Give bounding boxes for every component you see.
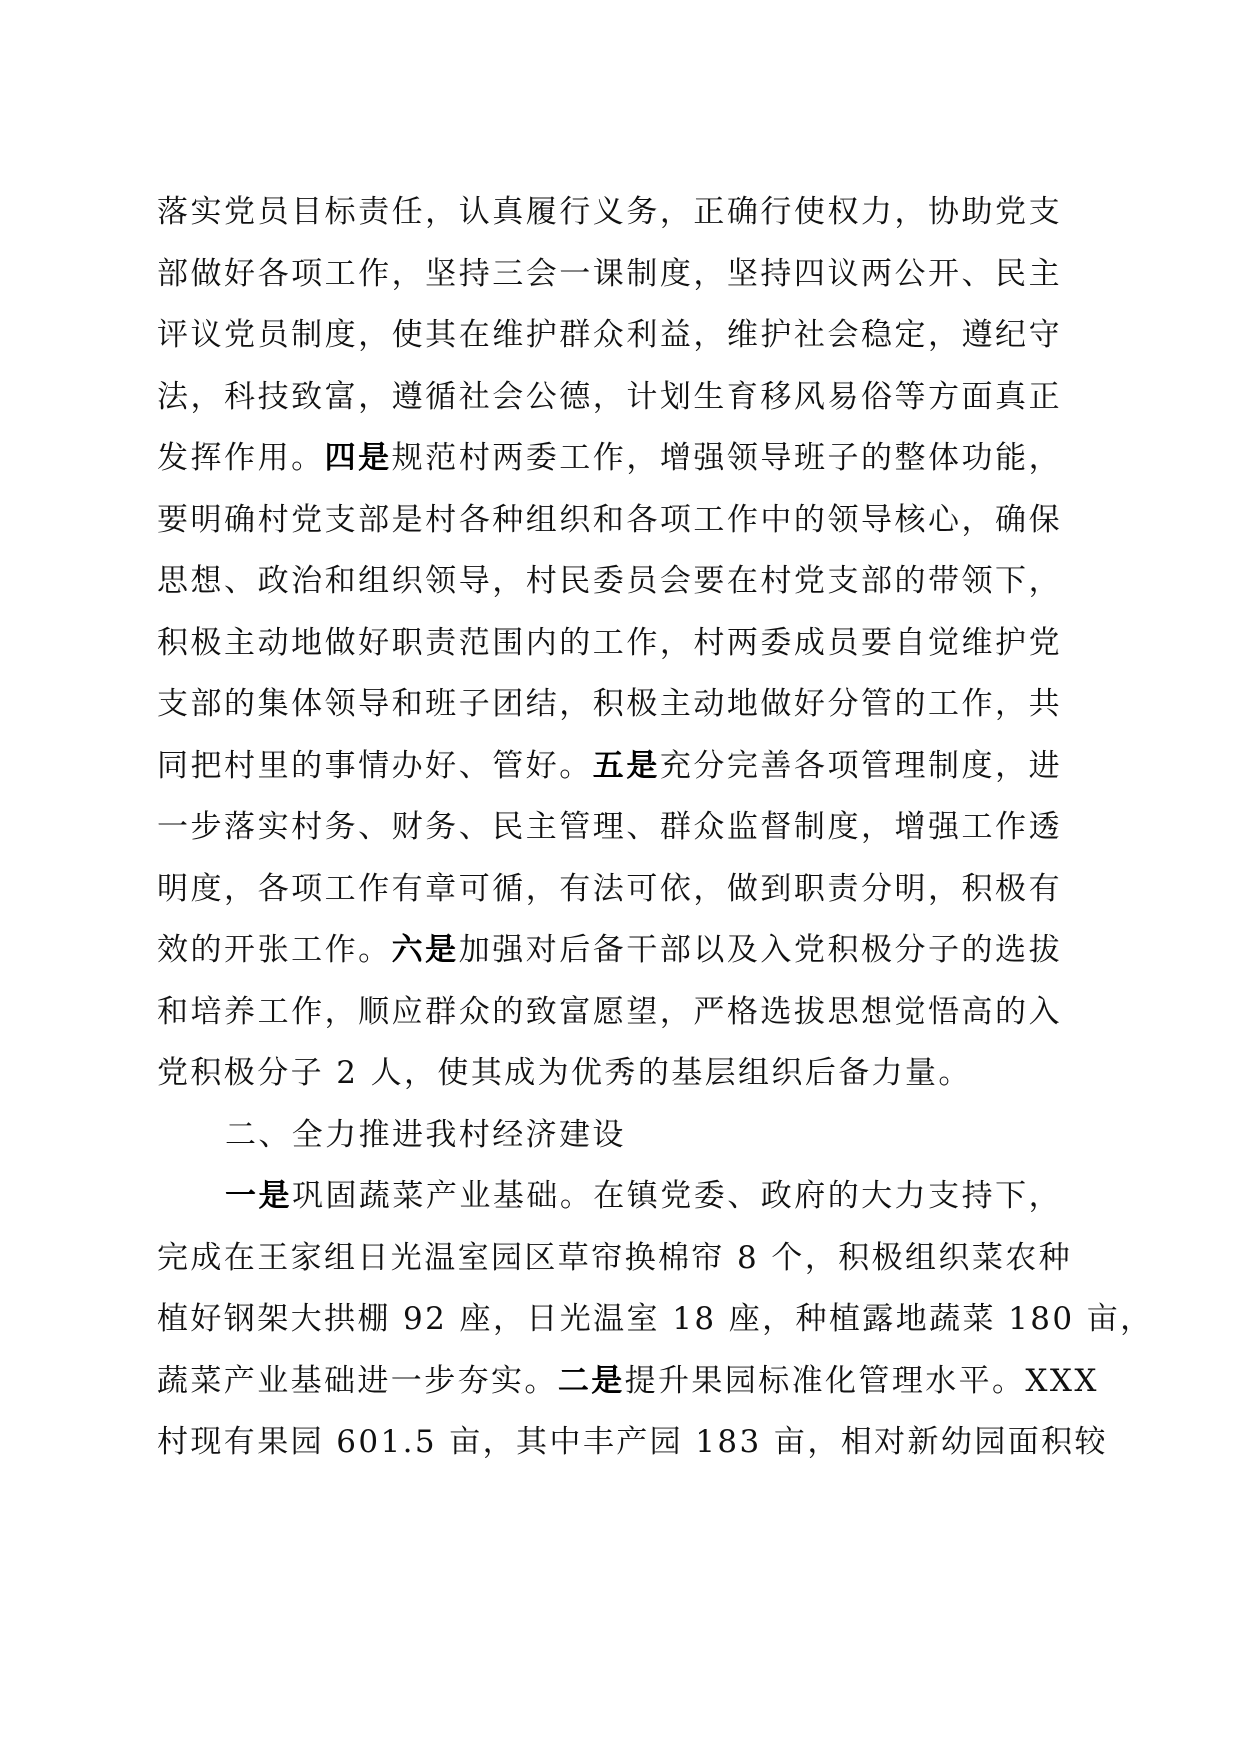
text-run: 部做好各项工作，坚持三会一课制度，坚持四议两公开、民主 bbox=[157, 255, 1062, 292]
text-run: 巩固蔬菜产业基础。在镇党委、政府的大力支持下， bbox=[291, 1178, 1062, 1214]
text-line bbox=[157, 920, 1062, 982]
text-line bbox=[157, 551, 1062, 613]
text-run: 提升果园标准化管理水平。XXX bbox=[624, 1362, 1099, 1399]
text-run: 法，科技致富，遵循社会公德，计划生育移风易俗等方面真正 bbox=[157, 378, 1062, 415]
text-run: 规范村两委工作，增强领导班子的整体功能， bbox=[391, 440, 1062, 476]
text-run: 植好钢架大拱棚 92 座，日光温室 18 座，种植露地蔬菜 180 亩， bbox=[157, 1301, 1154, 1337]
text-line bbox=[157, 736, 1062, 798]
text-line bbox=[157, 1351, 1099, 1413]
text-run: 党积极分子 2 人，使其成为优秀的基层组织后备力量。 bbox=[157, 1055, 972, 1091]
text-line bbox=[157, 305, 1062, 367]
bold-keyword: 一是 bbox=[225, 1178, 292, 1214]
bold-keyword: 二是 bbox=[557, 1362, 625, 1399]
text-line bbox=[157, 244, 1062, 306]
text-line bbox=[157, 1228, 1073, 1290]
text-run: 支部的集体领导和班子团结，积极主动地做好分管的工作，共 bbox=[157, 686, 1062, 722]
text-run: 充分完善各项管理制度，进 bbox=[659, 747, 1062, 784]
heading-text: 二、全力推进我村经济建设 bbox=[225, 1116, 626, 1153]
text-run: 加强对后备干部以及入党积极分子的选拔 bbox=[458, 932, 1062, 968]
section-heading bbox=[157, 1105, 1062, 1167]
text-line bbox=[157, 1166, 1062, 1228]
text-line bbox=[157, 490, 1062, 552]
text-line bbox=[157, 613, 1062, 675]
text-run: 评议党员制度，使其在维护群众利益，维护社会稳定，遵纪守 bbox=[157, 317, 1062, 353]
text-run: 发挥作用。 bbox=[157, 440, 325, 476]
text-line bbox=[157, 367, 1062, 429]
text-run: 明度，各项工作有章可循，有法可依，做到职责分明，积极有 bbox=[157, 870, 1062, 907]
text-line bbox=[157, 859, 1062, 921]
bold-keyword: 四是 bbox=[324, 440, 392, 476]
document-body bbox=[157, 182, 1154, 1474]
text-run: 落实党员目标责任，认真履行义务，正确行使权力，协助党支 bbox=[157, 194, 1062, 230]
bold-keyword: 五是 bbox=[592, 747, 660, 784]
text-run: 村现有果园 601.5 亩，其中丰产园 183 亩，相对新幼园面积较 bbox=[157, 1424, 1108, 1460]
text-run: 一步落实村务、财务、民主管理、群众监督制度，增强工作透 bbox=[157, 809, 1062, 845]
text-run: 蔬菜产业基础进一步夯实。 bbox=[157, 1362, 558, 1399]
text-line bbox=[157, 1289, 1154, 1351]
text-run: 完成在王家组日光温室园区草帘换棉帘 8 个，积极组织菜农种 bbox=[157, 1239, 1073, 1276]
text-run: 同把村里的事情办好、管好。 bbox=[157, 747, 593, 784]
text-run: 要明确村党支部是村各种组织和各项工作中的领导核心，确保 bbox=[157, 501, 1062, 538]
bold-keyword: 六是 bbox=[391, 932, 459, 968]
text-line bbox=[157, 1412, 1108, 1474]
text-line bbox=[157, 797, 1062, 859]
text-run: 积极主动地做好职责范围内的工作，村两委成员要自觉维护党 bbox=[157, 624, 1062, 661]
text-line bbox=[157, 182, 1062, 244]
text-line bbox=[157, 982, 1062, 1044]
text-line bbox=[157, 1043, 1062, 1105]
text-run: 思想、政治和组织领导，村民委员会要在村党支部的带领下， bbox=[157, 563, 1062, 599]
text-line bbox=[157, 428, 1062, 490]
text-run: 和培养工作，顺应群众的致富愿望，严格选拔思想觉悟高的入 bbox=[157, 993, 1062, 1030]
text-line bbox=[157, 674, 1062, 736]
text-run: 效的开张工作。 bbox=[157, 932, 392, 968]
